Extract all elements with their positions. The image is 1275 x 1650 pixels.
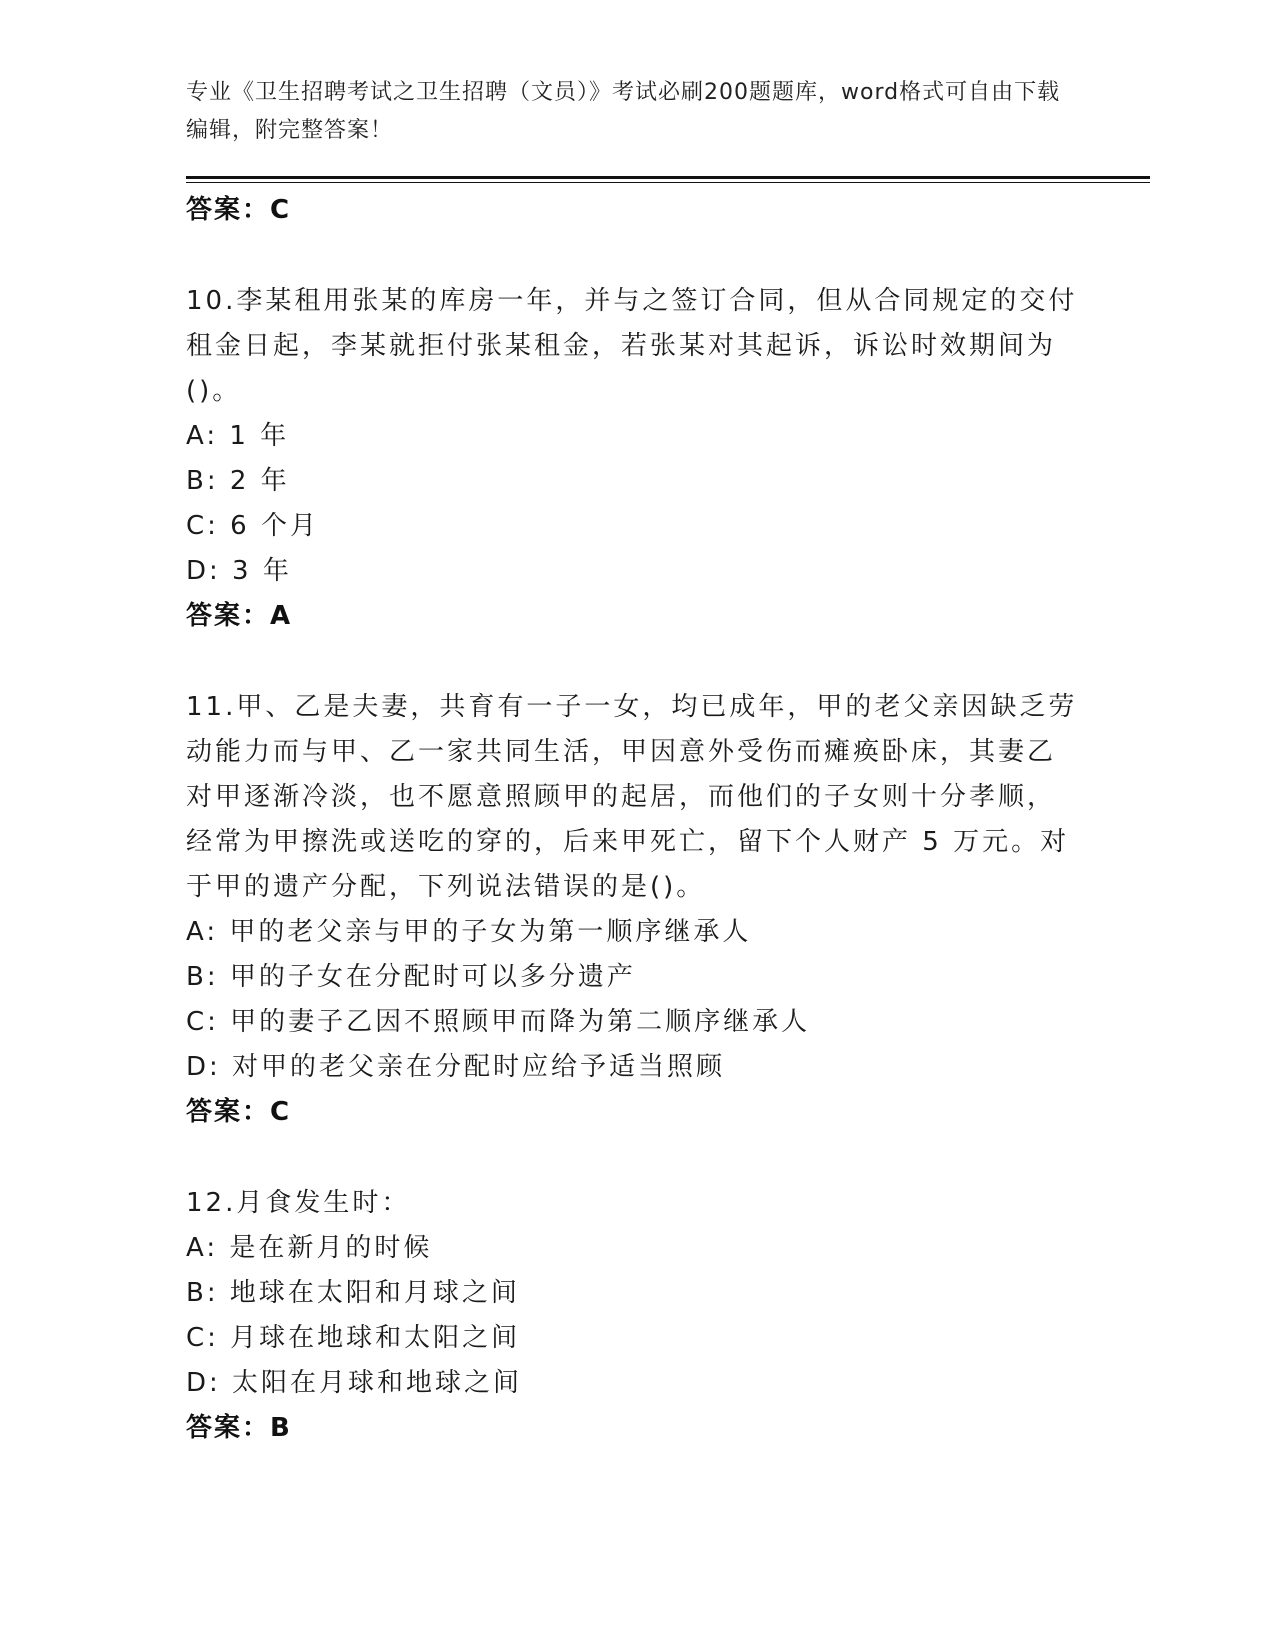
option-b: B: 甲的子女在分配时可以多分遗产 <box>186 962 636 992</box>
question-stem-line: 12.月食发生时： <box>186 1188 411 1218</box>
answer-label: 答案：B <box>186 1413 292 1443</box>
answer-label: 答案：A <box>186 601 293 631</box>
question-stem-line: 11.甲、乙是夫妻，共育有一子一女，均已成年，甲的老父亲因缺乏劳 <box>186 692 1078 722</box>
option-d: D: 太阳在月球和地球之间 <box>186 1368 523 1398</box>
question-10 <box>186 279 1086 639</box>
header-divider-thin <box>186 182 1150 183</box>
question-stem-line: 动能力而与甲、乙一家共同生活，甲因意外受伤而瘫痪卧床，其妻乙 <box>186 737 1057 767</box>
question-list <box>186 188 1086 1451</box>
answer-label: 答案：C <box>186 1097 292 1127</box>
option-d: D: 3 年 <box>186 556 292 586</box>
question-stem-line: 对甲逐渐冷淡，也不愿意照顾甲的起居，而他们的子女则十分孝顺， <box>186 782 1057 812</box>
question-stem-line: 经常为甲擦洗或送吃的穿的，后来甲死亡，留下个人财产 5 万元。对 <box>186 827 1070 857</box>
answer-label: 答案：C <box>186 195 292 225</box>
question-12 <box>186 1181 1086 1451</box>
option-b: B: 地球在太阳和月球之间 <box>186 1278 520 1308</box>
question-stem-line: 于甲的遗产分配，下列说法错误的是()。 <box>186 872 706 902</box>
option-d: D: 对甲的老父亲在分配时应给予适当照顾 <box>186 1052 726 1082</box>
option-c: C: 6 个月 <box>186 511 319 541</box>
option-a: A: 是在新月的时候 <box>186 1233 433 1263</box>
question-11 <box>186 685 1086 1135</box>
option-c: C: 月球在地球和太阳之间 <box>186 1323 521 1353</box>
document-header: 专业《卫生招聘考试之卫生招聘（文员）》考试必刷200题题库，word格式可自由下载编辑，附完整答案！ <box>186 80 1061 143</box>
question-stem-line: ()。 <box>186 376 242 406</box>
option-b: B: 2 年 <box>186 466 290 496</box>
question-stem-line: 10.李某租用张某的库房一年，并与之签订合同，但从合同规定的交付 <box>186 286 1078 316</box>
question-stem-line: 租金日起，李某就拒付张某租金，若张某对其起诉，诉讼时效期间为 <box>186 331 1057 361</box>
option-a: A: 1 年 <box>186 421 290 451</box>
option-a: A: 甲的老父亲与甲的子女为第一顺序继承人 <box>186 917 752 947</box>
option-c: C: 甲的妻子乙因不照顾甲而降为第二顺序继承人 <box>186 1007 811 1037</box>
header-divider-thick <box>186 176 1150 179</box>
